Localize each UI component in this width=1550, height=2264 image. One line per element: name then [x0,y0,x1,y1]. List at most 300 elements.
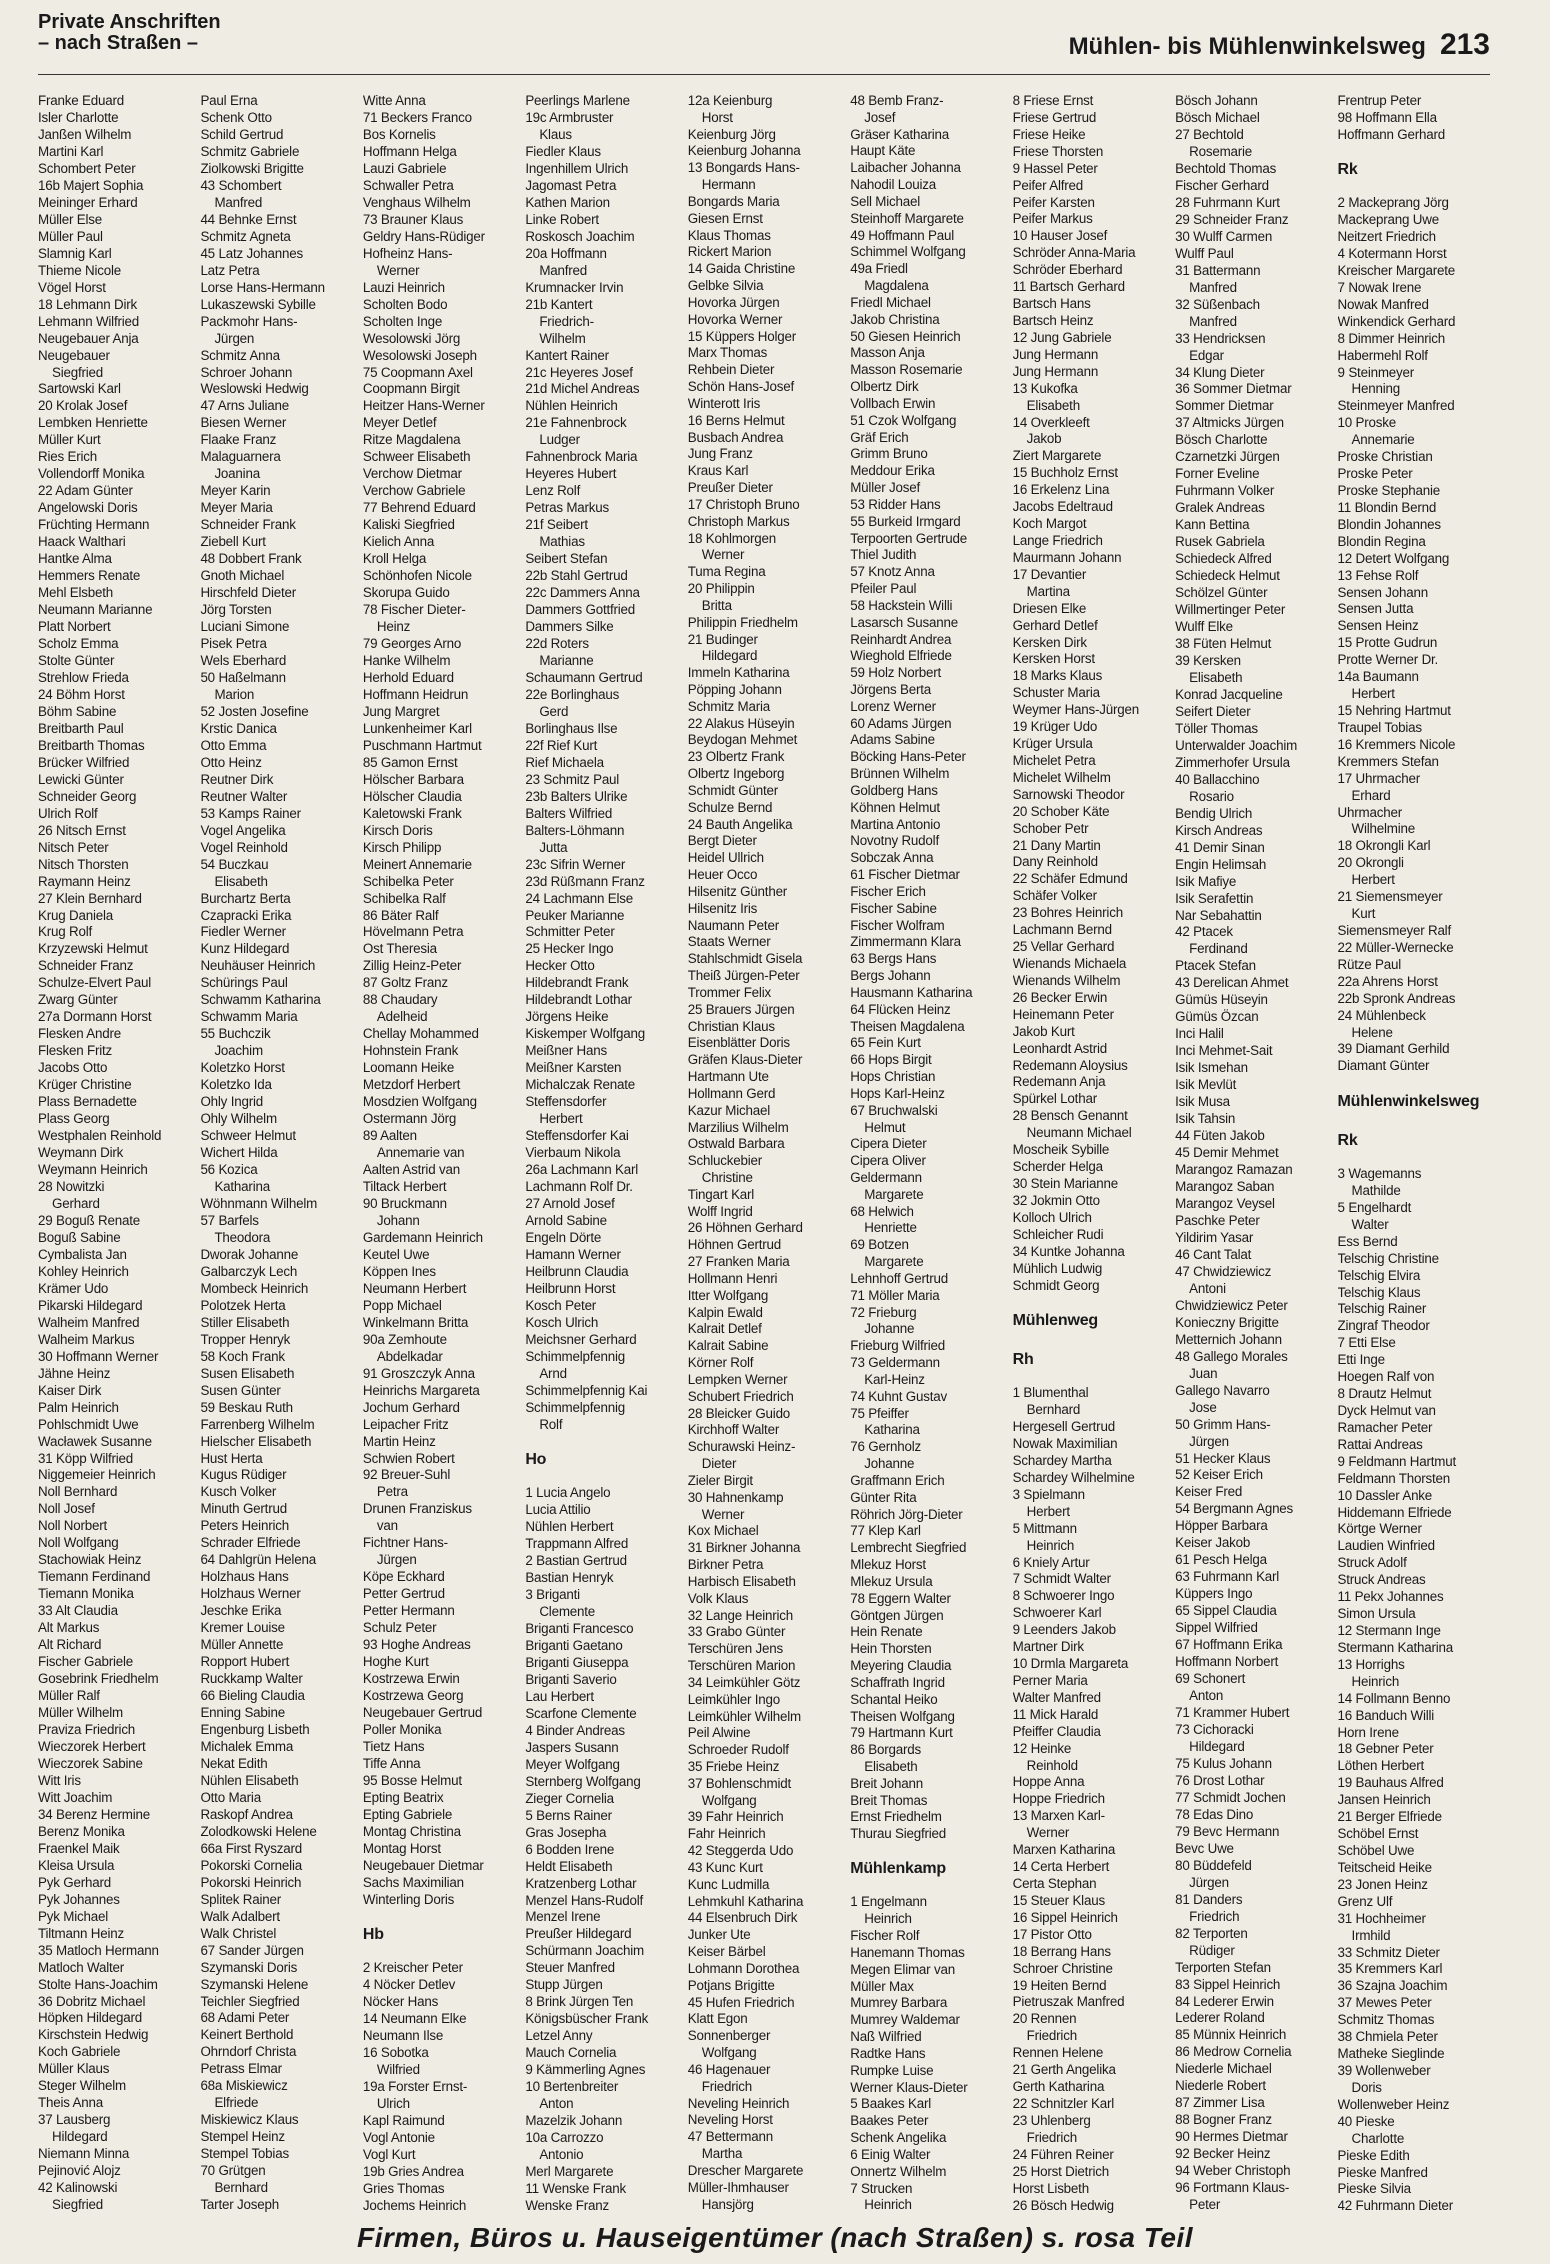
entry-continuation: Manfred [1189,279,1237,295]
resident-entry: Mumrey Waldemar [850,2012,960,2028]
resident-entry: 20 Krolak Josef [38,398,128,414]
resident-entry: 45 Hufen Friedrich [687,1994,795,2010]
resident-entry: Dworak Johanne [200,1246,299,1262]
resident-entry: Zolodkowski Helene [200,1823,317,1839]
resident-entry: Loomann Heike [362,1060,455,1076]
entry-continuation: Wilhelmine [1351,821,1416,837]
resident-entry: Kaliski Siegfried [362,517,455,533]
resident-entry: Chwidziewicz Peter [1175,1297,1288,1313]
resident-entry: 11 Bartsch Gerhard [1012,279,1125,295]
resident-entry: Terpoorten Gertrude [850,530,967,546]
resident-entry: 2 Mackeprang Jörg [1337,195,1449,211]
resident-entry: 24 Böhm Horst [38,686,125,702]
resident-entry: Lederer Roland [1175,2010,1265,2026]
resident-entry: Meyer Detlef [362,415,437,431]
resident-entry: Gallego Navarro [1175,1382,1270,1398]
resident-entry: Steffensdorfer [525,1094,607,1110]
resident-entry: Splitek Rainer [200,1891,281,1907]
resident-entry: 67 Bruchwalski [850,1102,938,1118]
resident-entry: Engin Helimsah [1175,856,1267,872]
resident-entry: Novotny Rudolf [850,833,939,849]
resident-entry: Steger Wilhelm [38,2078,126,2094]
resident-entry: Lenz Rolf [525,483,581,499]
resident-entry: Rief Michaela [525,754,604,770]
resident-entry: Schiedeck Helmut [1175,568,1280,584]
resident-entry: Zimmermann Klara [850,934,961,950]
resident-entry: Minuth Gertrud [200,1501,287,1517]
resident-entry: 39 Kersken [1175,652,1241,668]
resident-entry: 23 Schmitz Paul [525,771,620,787]
resident-entry: Cipera Dieter [850,1136,927,1152]
resident-entry: 90 Hermes Dietmar [1175,2129,1288,2145]
resident-entry: 34 Klung Dieter [1175,364,1265,380]
resident-entry: 3 Wagemanns [1337,1166,1422,1182]
resident-entry: Köppen Ines [362,1263,436,1279]
resident-entry: 26 Becker Erwin [1012,989,1108,1005]
directory-column [850,94,1002,2214]
resident-entry: Haupt Käte [850,143,916,159]
resident-entry: Leimkühler Wilhelm [687,1708,801,1724]
resident-entry: 26 Höhnen Gerhard [687,1220,803,1236]
resident-entry: Schwamm Maria [200,1009,298,1025]
resident-entry: Neitzert Friedrich [1337,229,1436,245]
resident-entry: Strehlow Frieda [38,669,129,685]
resident-entry: 8 Brink Jürgen Ten [525,1994,634,2010]
resident-entry: 31 Köpp Wilfried [38,1450,134,1466]
resident-entry: Szymanski Helene [200,1976,309,1992]
resident-entry: 38 Füten Helmut [1175,636,1272,651]
resident-entry: 19a Forster Ernst- [362,2079,468,2095]
resident-entry: Pieske Silvia [1337,2181,1411,2197]
resident-entry: Lunkenheimer Karl [362,720,472,736]
resident-entry: Pieske Manfred [1337,2164,1428,2180]
street-heading: Mühlenkamp [850,1860,947,1878]
entry-continuation: Wilhelm [539,330,586,346]
resident-entry: 23c Sifrin Werner [525,856,626,872]
resident-entry: Schenk Angelika [850,2130,947,2146]
resident-entry: Kosch Ulrich [525,1314,599,1330]
resident-entry: 59 Holz Norbert [850,665,941,681]
resident-entry: 89 Aalten [362,1128,417,1144]
resident-entry: Czarnetzki Jürgen [1175,449,1280,465]
resident-entry: Sell Michael [850,193,921,209]
resident-entry: Heilbrunn Claudia [525,1263,629,1279]
resident-entry: Jansen Heinrich [1337,1792,1431,1808]
resident-entry: Rennen Helene [1012,2045,1104,2061]
entry-continuation: Peter [1189,2197,1221,2213]
resident-entry: Praviza Friedrich [38,1722,136,1737]
resident-entry: Hein Thorsten [850,1641,932,1657]
resident-entry: Schröder Anna-Maria [1012,245,1136,261]
resident-entry: Theis Anna [38,2095,103,2111]
resident-entry: Pokorski Heinrich [200,1874,302,1890]
resident-entry: Sensen Jutta [1337,601,1414,617]
resident-entry: Palm Heinrich [38,1399,119,1415]
resident-entry: Gümüs Hüseyin [1175,992,1268,1008]
resident-entry: 40 Pieske [1337,2113,1395,2129]
resident-entry: Fichtner Hans- [362,1535,448,1551]
resident-entry: Olbertz Dirk [850,379,919,395]
resident-entry: Thieme Nicole [38,262,121,278]
resident-entry: Dammers Gottfried [525,602,636,618]
resident-entry: Sartowski Karl [38,381,121,397]
resident-entry: Koch Gabriele [38,2044,121,2060]
entry-continuation: Heinrich [864,2197,912,2213]
resident-entry: Köpe Eckhard [362,1569,445,1585]
resident-entry: Breit Thomas [850,1792,928,1808]
resident-entry: Farrenberg Wilhelm [200,1416,315,1432]
entry-continuation: Abdelkadar [376,1348,443,1364]
resident-entry: Bergt Dieter [687,833,757,849]
resident-entry: Stiller Elisabeth [200,1314,290,1330]
resident-entry: Jacobs Edeltraud [1012,499,1113,515]
resident-entry: Pisek Petra [200,636,267,651]
entry-continuation: Hildegard [52,2129,108,2145]
resident-entry: 11 Blondin Bernd [1337,499,1437,515]
resident-entry: 47 Bettermann [687,2129,774,2145]
resident-entry: Reinhardt Andrea [850,631,952,647]
resident-entry: 67 Sander Jürgen [200,1942,304,1958]
entry-continuation: Ludger [539,432,580,448]
resident-entry: Wolff Ingrid [687,1203,753,1219]
resident-entry: 24 Lachmann Else [525,890,634,906]
resident-entry: Mehl Elsbeth [38,585,114,601]
street-heading: Mühlenweg [1012,1311,1098,1329]
resident-entry: Petrass Elmar [200,2061,282,2077]
directory-column [525,94,677,2214]
resident-entry: 17 Pistor Otto [1012,1926,1092,1942]
resident-entry: Haack Walthari [38,534,126,550]
resident-entry: 58 Koch Frank [200,1348,285,1364]
resident-entry: 28 Nowitzki [38,1179,105,1194]
resident-entry: Pietruszak Manfred [1012,1994,1125,2010]
resident-entry: Seifert Dieter [1175,703,1251,719]
resident-entry: Walheim Markus [38,1331,135,1347]
resident-entry: Isik Tahsin [1175,1111,1236,1127]
entry-continuation: Magdalena [864,278,929,294]
resident-entry: Stempel Heinz [200,2129,285,2145]
resident-entry: 68 Helwich [850,1203,914,1219]
resident-entry: Friese Thorsten [1012,143,1104,159]
resident-entry: Tiffe Anna [362,1755,421,1771]
resident-entry: Klaus Thomas [687,227,771,243]
resident-entry: Hirschfeld Dieter [200,585,297,601]
resident-entry: 14 Overkleeft [1012,414,1090,430]
entry-continuation: Herbert [1351,686,1395,702]
resident-entry: Kolloch Ulrich [1012,1209,1092,1225]
resident-entry: 23 Bohres Heinrich [1012,905,1123,921]
resident-entry: Schweer Helmut [200,1128,296,1144]
resident-entry: Hilsenitz Günther [687,883,788,899]
resident-entry: 12 Detert Wolfgang [1337,550,1450,566]
entry-continuation: Dieter [701,1456,737,1472]
resident-entry: 71 Krammer Hubert [1175,1705,1290,1721]
resident-entry: Heyeres Hubert [525,466,617,482]
resident-entry: Petras Markus [525,500,610,516]
resident-entry: 27 Klein Bernhard [38,890,142,906]
resident-entry: 58 Hackstein Willi [850,597,953,613]
resident-entry: 25 Horst Dietrich [1012,2163,1109,2179]
resident-entry: Keienburg Jörg [687,126,776,142]
resident-entry: Pfeiler Paul [850,581,917,597]
resident-entry: Inci Mehmet-Sait [1175,1043,1273,1059]
resident-entry: Sobczak Anna [850,850,934,866]
resident-entry: 10 Hauser Josef [1012,228,1108,244]
resident-entry: 18 Okrongli Karl [1337,838,1431,854]
resident-entry: Ruckkamp Walter [200,1671,303,1687]
entry-continuation: Hermann [701,177,756,193]
resident-entry: Teitscheid Heike [1337,1859,1432,1875]
resident-entry: Neugebauer Gertrud [362,1705,483,1721]
resident-entry: Vierbaum Nikola [525,1145,621,1161]
resident-entry: 24 Führen Reiner [1012,2146,1114,2162]
resident-entry: 19 Krüger Udo [1012,719,1098,735]
resident-entry: Menzel Irene [525,1909,601,1925]
resident-entry: Stupp Jürgen [525,1977,603,1993]
resident-entry: Schroeder Rudolf [687,1742,789,1758]
resident-entry: Breit Johann [850,1775,924,1791]
resident-entry: Forner Eveline [1175,466,1260,482]
resident-entry: Werner Klaus-Dieter [850,2079,968,2095]
resident-entry: 88 Bogner Franz [1175,2112,1272,2128]
resident-entry: Kaletowski Frank [362,805,462,821]
entry-continuation: Martina [1026,583,1070,599]
resident-entry: Schmitz Thomas [1337,2012,1435,2028]
resident-entry: Schöbel Ernst [1337,1826,1419,1842]
resident-entry: 2 Kreischer Peter [362,1960,463,1976]
resident-entry: Neumann Ilse [362,2028,444,2044]
resident-entry: Kirsch Andreas [1175,822,1263,838]
resident-entry: Isler Charlotte [38,109,119,125]
resident-entry: Koletzko Ida [200,1077,272,1093]
resident-entry: Bösch Michael [1175,109,1260,125]
resident-entry: Volk Klaus [687,1590,749,1606]
resident-entry: Schneider Georg [38,788,137,804]
entry-continuation: Wolfgang [701,1792,757,1808]
resident-entry: 4 Binder Andreas [525,1722,625,1738]
resident-entry: 46 Hagenauer [687,2061,771,2077]
resident-entry: Eisenblätter Doris [687,1035,790,1051]
resident-entry: Schaffrath Ingrid [850,1674,945,1690]
resident-entry: Schmitz Agneta [200,228,291,244]
resident-entry: 77 Klep Karl [850,1523,921,1539]
resident-entry: Krug Daniela [38,907,114,923]
entry-continuation: Horst [701,109,733,125]
resident-entry: Wichert Hilda [200,1145,278,1161]
resident-entry: 48 Bemb Franz- [850,94,944,108]
resident-entry: Meyer Wolfgang [525,1756,620,1772]
resident-entry: Cipera Oliver [850,1153,926,1169]
resident-entry: Tarter Joseph [200,2197,279,2213]
spacer [525,1435,677,1445]
resident-entry: Gries Thomas [362,2180,445,2196]
directory-column [363,94,515,2214]
resident-entry: 44 Behnke Ernst [200,211,297,227]
resident-entry: 23d Rüßmann Franz [525,873,645,889]
resident-entry: Gräfen Klaus-Dieter [687,1052,803,1068]
resident-entry: Lauzi Gabriele [362,160,447,176]
resident-entry: Meininger Erhard [38,194,138,210]
resident-entry: Fischer Wolfram [850,917,945,933]
resident-entry: Vollendorff Monika [38,466,145,482]
resident-entry: Müller Kurt [38,432,101,448]
resident-entry: Herhold Eduard [362,669,454,685]
resident-entry: Nühlen Herbert [525,1519,614,1535]
resident-entry: 66a First Ryszard [200,1840,302,1856]
resident-entry: Kraus Karl [687,463,749,479]
resident-entry: Sensen Johann [1337,584,1429,600]
resident-entry: 78 Edas Dino [1175,1806,1254,1822]
directory-column [200,94,352,2214]
resident-entry: 56 Kozica [200,1162,258,1178]
resident-entry: Nar Sebahattin [1175,907,1262,923]
resident-entry: Kroll Helga [362,551,427,567]
resident-entry: Gräser Katharina [850,126,949,142]
resident-entry: Naß Wilfried [850,2029,922,2045]
resident-entry: Schombert Peter [38,160,136,176]
entry-continuation: Hansjörg [701,2196,754,2212]
resident-entry: Gosebrink Friedhelm [38,1671,159,1687]
resident-entry: Schröder Eberhard [1012,262,1123,278]
resident-entry: Willmertinger Peter [1175,602,1286,618]
resident-entry: Popp Michael [362,1297,442,1313]
resident-entry: Gras Josepha [525,1824,607,1840]
resident-entry: Krüger Ursula [1012,736,1093,752]
resident-entry: 63 Bergs Hans [850,951,937,967]
resident-entry: 12a Keienburg [687,94,773,108]
resident-entry: Alt Richard [38,1637,102,1653]
resident-entry: Tuma Regina [687,564,766,580]
resident-entry: 92 Breuer-Suhl [362,1467,451,1483]
resident-entry: Kostrzewa Georg [362,1688,464,1704]
resident-entry: 15 Küppers Holger [687,328,797,344]
resident-entry: Ziolkowski Brigitte [200,160,304,176]
resident-entry: 65 Fein Kurt [850,1035,921,1051]
resident-entry: 1 Engelmann [850,1894,927,1910]
resident-entry: Michelet Wilhelm [1012,769,1111,785]
entry-continuation: Clemente [539,1604,596,1620]
resident-entry: Nitsch Thorsten [38,856,129,872]
resident-entry: Schöbel Uwe [1337,1842,1415,1858]
resident-entry: Niederle Robert [1175,2078,1266,2094]
resident-entry: Lange Friedrich [1012,532,1103,548]
resident-entry: Meyer Karin [200,483,271,499]
resident-entry: Etti Inge [1337,1352,1385,1368]
resident-entry: 24 Bauth Angelika [687,816,793,832]
resident-entry: 69 Botzen [850,1237,909,1253]
resident-entry: Terporten Stefan [1175,1959,1271,1975]
resident-entry: Witt Iris [38,1772,81,1788]
resident-entry: Metzdorf Herbert [362,1077,461,1093]
resident-entry: Otto Maria [200,1789,261,1805]
resident-entry: Schmitter Peter [525,924,615,940]
resident-entry: Christoph Markus [687,513,790,529]
resident-entry: 61 Fischer Dietmar [850,867,960,883]
entry-continuation: Johanne [864,1456,915,1472]
resident-entry: Hovorka Werner [687,311,783,327]
resident-entry: 13 Bongards Hans- [687,160,800,176]
resident-entry: Ritze Magdalena [362,432,461,448]
resident-entry: Zieger Cornelia [525,1790,614,1806]
resident-entry: Polotzek Herta [200,1297,286,1313]
entry-continuation: Edgar [1189,347,1224,363]
resident-entry: 75 Coopmann Axel [362,364,473,380]
street-heading: Hb [362,1926,384,1944]
entry-continuation: Johann [376,1212,420,1228]
resident-entry: Mauch Cornelia [525,2045,617,2061]
resident-entry: Tropper Henryk [200,1331,291,1347]
resident-entry: Simon Ursula [1337,1606,1416,1622]
resident-entry: Nöcker Hans [362,1994,439,2010]
resident-entry: Struck Andreas [1337,1572,1426,1588]
entry-continuation: Heinrich [1351,1673,1400,1689]
resident-entry: 16 Kremmers Nicole [1337,736,1456,752]
resident-entry: Pfeiffer Claudia [1012,1723,1101,1739]
entry-continuation: Joanina [214,466,260,482]
entry-continuation: Mathias [539,534,585,550]
resident-entry: Müller Wilhelm [38,1705,123,1721]
resident-entry: Itter Wolfgang [687,1287,769,1303]
resident-entry: Wieczorek Sabine [38,1755,143,1771]
resident-entry: Schwoerer Karl [1012,1605,1102,1621]
resident-entry: Körner Rolf [687,1355,754,1371]
resident-entry: Sternberg Wolfgang [525,1773,641,1789]
resident-entry: Wesolowski Joseph [362,347,477,363]
resident-entry: Bechtold Thomas [1175,160,1277,176]
resident-entry: Schwaller Petra [362,177,454,193]
resident-entry: Fischer Erich [850,883,926,899]
resident-entry: 76 Drost Lothar [1175,1772,1265,1788]
resident-entry: 34 Kuntke Johanna [1012,1243,1125,1259]
resident-entry: Schneider Franz [38,958,134,974]
resident-entry: Hoppe Anna [1012,1774,1085,1790]
resident-entry: Lasarsch Susanne [850,614,958,630]
resident-entry: Schild Gertrud [200,126,284,142]
resident-entry: Meddour Erika [850,463,935,479]
resident-entry: Keinert Berthold [200,2027,294,2043]
resident-entry: 7 Etti Else [1337,1335,1396,1351]
resident-entry: Pyk Gerhard [38,1874,111,1890]
resident-entry: Fiedler Klaus [525,143,601,159]
resident-entry: Theisen Wolfgang [850,1708,955,1724]
resident-entry: 1 Lucia Angelo [525,1485,611,1501]
resident-entry: Nekat Edith [200,1755,268,1771]
entry-continuation: Mathilde [1351,1183,1401,1199]
resident-entry: 37 Mewes Peter [1337,1995,1432,2011]
resident-entry: Graffmann Erich [850,1472,945,1488]
resident-entry: Fischer Gabriele [38,1654,134,1670]
resident-entry: 42 Kalinowski [38,2180,118,2196]
resident-entry: 54 Buczkau [200,856,269,872]
entry-continuation: Walter [1351,1216,1389,1232]
resident-entry: Vollbach Erwin [850,395,936,411]
resident-entry: 18 Berrang Hans [1012,1943,1111,1959]
resident-entry: Hildebrandt Lothar [525,992,632,1008]
resident-entry: 49a Friedl [850,261,908,277]
resident-entry: Marangoz Ramazan [1175,1162,1293,1178]
resident-entry: Boguß Sabine [38,1229,121,1245]
resident-entry: Dyck Helmut van [1337,1403,1436,1419]
resident-entry: Peifer Karsten [1012,194,1095,210]
resident-entry: Naumann Peter [687,917,779,933]
resident-entry: Hoghe Kurt [362,1654,429,1670]
resident-entry: Schimmelpfennig [525,1399,626,1415]
resident-entry: Körtge Werner [1337,1521,1422,1537]
entry-continuation: Joachim [214,1043,263,1059]
resident-entry: 7 Strucken [850,2180,913,2196]
resident-entry: 18 Marks Klaus [1012,668,1103,684]
resident-entry: Höpken Hildegard [38,2010,142,2026]
